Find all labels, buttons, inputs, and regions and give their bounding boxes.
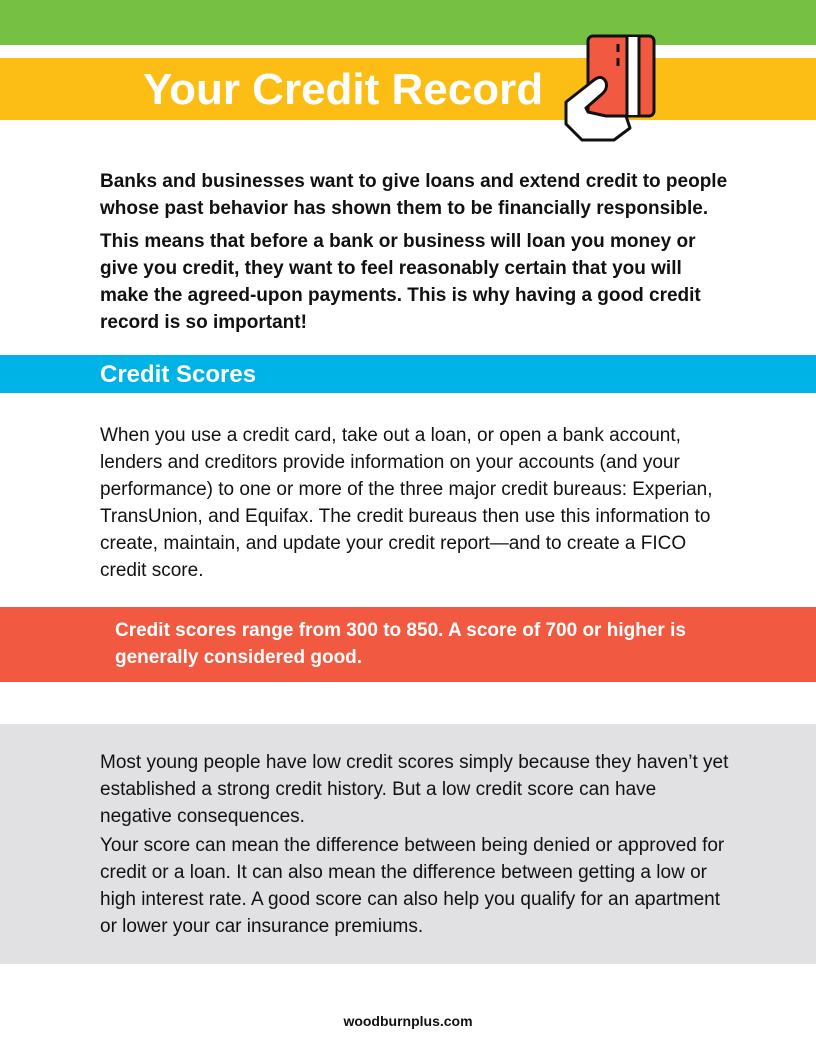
credit-scores-body: When you use a credit card, take out a loan, or open a bank account, lenders and creditors provide information on your accounts (and your performance) to one or more of the three major credit bureaus: Experian, TransUnion, and Equifax. The credit bureaus then use this information to create, maintain, and update your credit report—and to create a FICO credit score. (100, 425, 713, 581)
info-paragraph: Your score can mean the difference between being denied or approved for credit or a loan. It can also mean the difference between getting a low or high interest rate. A good score can also help you qualify for an apartment or lower your car insurance premiums. (100, 835, 725, 937)
credit-scores-banner (0, 355, 816, 393)
intro-paragraph: This means that before a bank or business will loan you money or give you credit, they want to feel reasonably certain that you will make the agreed-upon payments. This is why having a good credit record is so important! (100, 231, 701, 333)
score-range-callout (0, 607, 816, 682)
info-paragraph: Most young people have low credit scores simply because they haven’t yet established a strong credit history. But a low credit score can have negative consequences. (100, 752, 729, 827)
section-heading: Credit Scores (100, 361, 257, 388)
intro-paragraph: Banks and businesses want to give loans and extend credit to people whose past behavior has shown them to be financially responsible. (100, 171, 728, 219)
callout-text: Credit scores range from 300 to 850. A score of 700 or higher is generally considered good. (115, 620, 686, 668)
hand-holding-credit-card-icon (556, 32, 660, 148)
info-box (0, 724, 816, 964)
intro-text (100, 168, 730, 342)
page-title: Your Credit Record (143, 65, 544, 114)
top-green-bar (0, 0, 816, 45)
footer-website: woodburnplus.com (343, 1013, 473, 1029)
